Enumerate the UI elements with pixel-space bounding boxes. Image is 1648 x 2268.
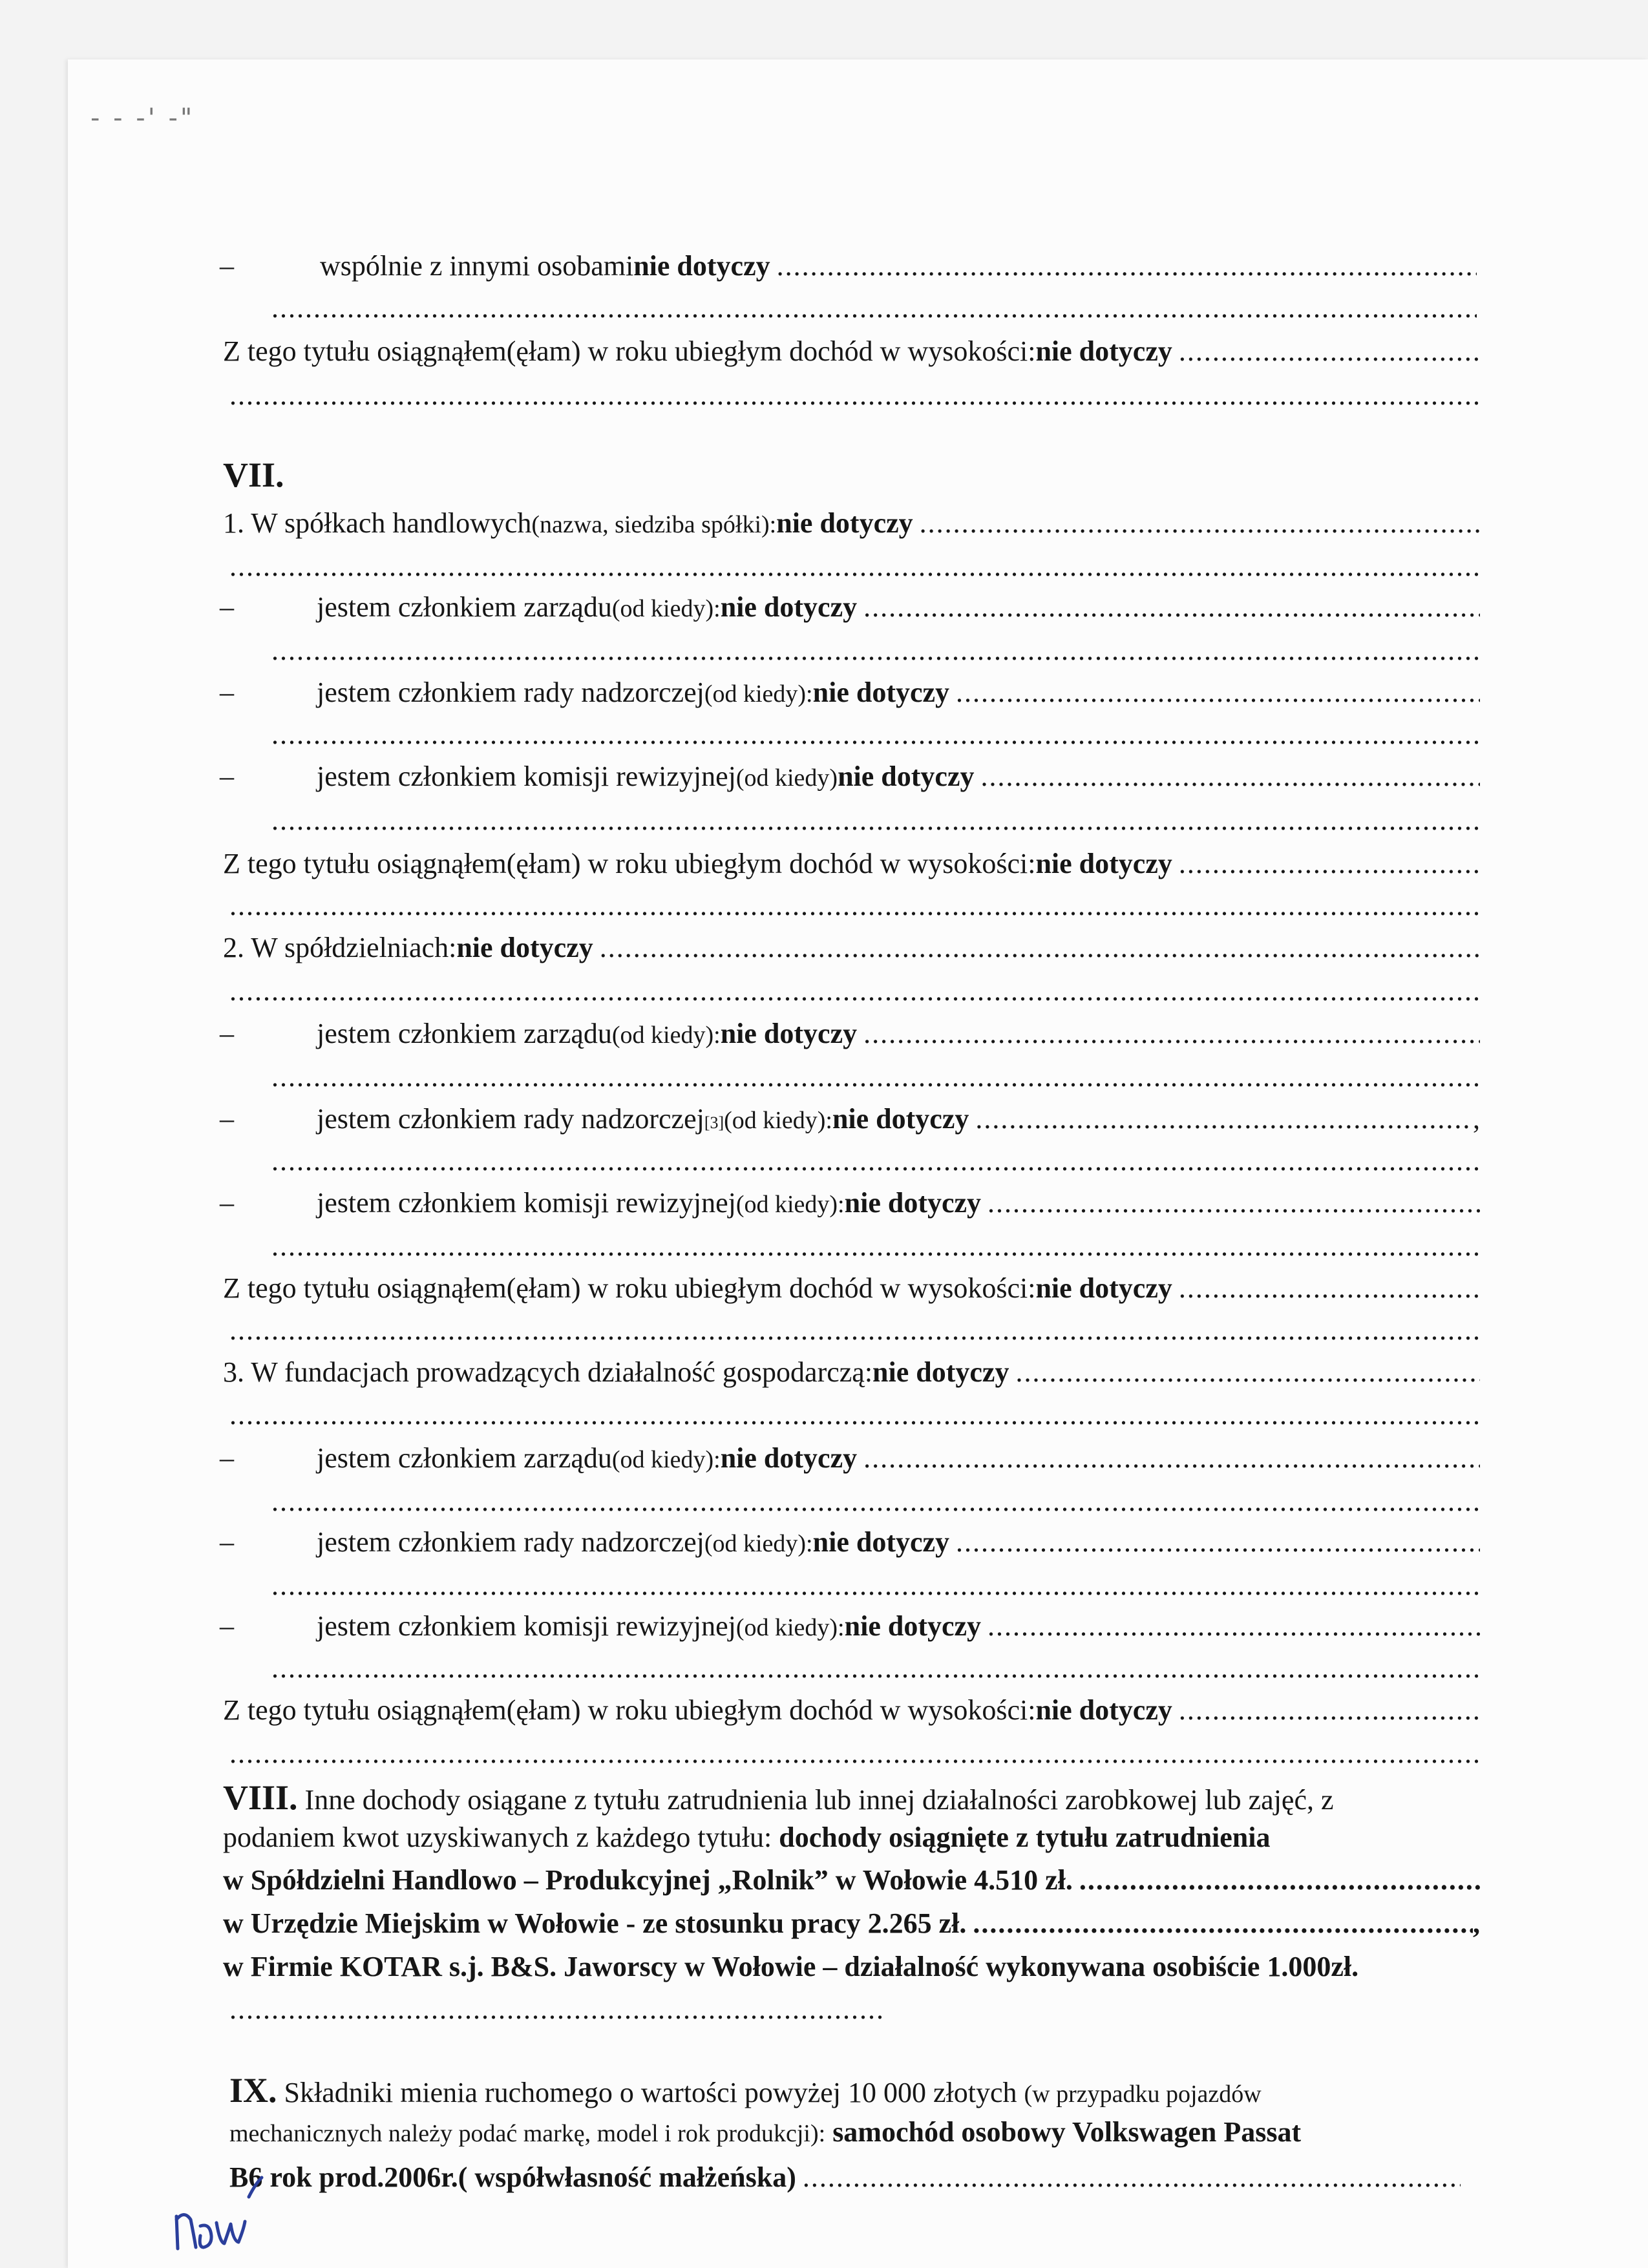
sec7-p3-zarzad-line (317, 1444, 1480, 1473)
sec7-p2-zarzad-line (317, 1020, 1480, 1048)
rada-label: jestem członkiem rady nadzorczej (317, 1103, 704, 1135)
dotted-fill (973, 1909, 1473, 1938)
rada-paren: (od kiedy): (724, 1107, 832, 1134)
section-vii-title: VII. (223, 456, 284, 494)
dotted-line (229, 1995, 882, 2024)
zarzad-label: jestem członkiem zarządu (317, 1018, 612, 1049)
sec7-p3-line (223, 1358, 1480, 1387)
rada-value: nie dotyczy (812, 1526, 950, 1558)
section-ix-title: IX. (229, 2071, 277, 2110)
zarzad-label: jestem członkiem zarządu (317, 591, 612, 623)
rada-value: nie dotyczy (832, 1103, 969, 1135)
dochod-value: nie dotyczy (1035, 1694, 1172, 1726)
dotted-line (271, 294, 1477, 322)
dotted-fill (956, 1528, 1480, 1557)
dash: – (220, 591, 234, 623)
dotted-line (229, 977, 1480, 1005)
sec9-paren-2: mechanicznych należy podać markę, model i rok produkcji): (229, 2120, 826, 2147)
komisja-value: nie dotyczy (844, 1187, 982, 1219)
dash: – (220, 1018, 234, 1049)
p3-value: nie dotyczy (872, 1356, 1009, 1388)
dash: – (220, 677, 234, 708)
zarzad-value: nie dotyczy (720, 1442, 858, 1474)
dash: – (220, 1187, 234, 1219)
sec9-value-2: samochód osobowy Volkswagen Passat (825, 2116, 1302, 2148)
zarzad-value: nie dotyczy (720, 591, 858, 623)
komisja-label: jestem członkiem komisji rewizyjnej (317, 1610, 736, 1642)
p3-label: 3. W fundacjach prowadzących działalność gospodarczą: (223, 1356, 873, 1388)
dotted-line (271, 720, 1480, 749)
sec7-p3-komisja-line (317, 1612, 1480, 1641)
dotted-fill (1179, 1696, 1480, 1725)
dotted-fill (920, 509, 1480, 538)
dotted-line (229, 1316, 1480, 1345)
dochod-value: nie dotyczy (1035, 335, 1172, 367)
sec7-p1-dochod-line (223, 850, 1480, 878)
sec9-line-1 (229, 2073, 1262, 2108)
p1-label: 1. W spółkach handlowych (223, 507, 532, 539)
dotted-line (229, 892, 1480, 920)
dotted-line (271, 1232, 1480, 1261)
dotted-line (271, 636, 1480, 665)
p2-value: nie dotyczy (456, 932, 593, 963)
sec8-line-5 (223, 1953, 1358, 1981)
sec8-urzad-income: w Urzędzie Miejskim w Wołowie - ze stosunku pracy 2.265 zł. (223, 1907, 967, 1939)
sec7-p3-dochod-line (223, 1696, 1480, 1725)
sec9-intro-1: Składniki mienia ruchomego o wartości powyżej 10 000 złotych (277, 2077, 1024, 2108)
dotted-line (229, 1739, 1480, 1768)
komisja-paren: (od kiedy): (735, 1191, 845, 1218)
dotted-fill (863, 1020, 1480, 1048)
wspolnie-value: nie dotyczy (633, 250, 770, 282)
sec7-p2-line (223, 934, 1480, 962)
comma: , (1473, 1907, 1480, 1939)
sec8-intro-2: podaniem kwot uzyskiwanych z każdego tytułu: (223, 1822, 779, 1853)
dotted-fill (1015, 1358, 1480, 1387)
comma: , (1473, 1103, 1480, 1135)
sec7-p2-dochod-line (223, 1274, 1480, 1303)
sec7-p1-rada-line (317, 678, 1480, 707)
dotted-fill (863, 593, 1480, 622)
dotted-line (271, 1063, 1480, 1091)
sec7-p2-rada-line: jestem członkiem rady nadzorczej [3] (od kiedy): nie dotyczy ..... , (317, 1105, 1480, 1133)
dochod-value: nie dotyczy (1035, 848, 1172, 879)
rada-paren: (od kiedy): (704, 680, 813, 708)
sec7-p1-komisja-line (317, 762, 1480, 791)
p2-label: 2. W spółdzielniach: (223, 932, 457, 963)
rada-paren: (od kiedy): (704, 1530, 813, 1557)
p1-value: nie dotyczy (776, 507, 913, 539)
wspolnie-line (320, 252, 1477, 280)
sec8-intro-1: Inne dochody osiągane z tytułu zatrudnienia lub innej działalności zarobkowej lub zajęć, z (297, 1784, 1334, 1816)
sec7-p3-rada-line (317, 1528, 1480, 1557)
dash: – (220, 1526, 234, 1558)
dotted-line (271, 1487, 1480, 1516)
dotted-line (229, 381, 1480, 410)
sec6-dochod-line (223, 337, 1480, 366)
dotted-fill (803, 2163, 1461, 2192)
dochod-label: Z tego tytułu osiągnąłem(ęłam) w roku ubiegłym dochód w wysokości: (223, 335, 1036, 367)
dotted-fill (975, 1105, 1473, 1133)
komisja-paren: (od kiedy): (735, 1614, 845, 1641)
sec7-p1-line (223, 509, 1480, 538)
sec9-line-2 (229, 2118, 1301, 2147)
wspolnie-label: wspólnie z innymi osobami (320, 250, 634, 282)
scan-artifact: - - -' -" (90, 103, 195, 133)
zarzad-value: nie dotyczy (720, 1018, 858, 1049)
dochod-label: Z tego tytułu osiągnąłem(ęłam) w roku ubiegłym dochód w wysokości: (223, 1272, 1036, 1304)
dotted-fill (1179, 1274, 1480, 1303)
dash: – (220, 761, 234, 792)
dochod-label: Z tego tytułu osiągnąłem(ęłam) w roku ubiegłym dochód w wysokości: (223, 848, 1036, 879)
dotted-fill (777, 252, 1477, 280)
komisja-value: nie dotyczy (838, 761, 975, 792)
section-viii-title: VIII. (223, 1778, 298, 1817)
komisja-label: jestem członkiem komisji rewizyjnej (317, 761, 736, 792)
sec8-line-2 (223, 1823, 1271, 1852)
sec9-vehicle: B6 rok prod.2006r.( współwłasność małżeńska) (229, 2161, 796, 2193)
dotted-fill (988, 1612, 1480, 1641)
sec8-rolnik-income: w Spółdzielni Handlowo – Produkcyjnej „Rolnik” w Wołowie 4.510 zł. (223, 1864, 1073, 1896)
komisja-label: jestem członkiem komisji rewizyjnej (317, 1187, 736, 1219)
dotted-line (229, 1401, 1480, 1429)
dochod-label: Z tego tytułu osiągnąłem(ęłam) w roku ubiegłym dochód w wysokości: (223, 1694, 1036, 1726)
rada-label: jestem członkiem rady nadzorczej (317, 1526, 704, 1558)
dotted-line (271, 806, 1480, 835)
sec8-line-3 (223, 1866, 1480, 1895)
sec8-line-4 (223, 1909, 1480, 1938)
dotted-fill (980, 762, 1480, 791)
dochod-value: nie dotyczy (1035, 1272, 1172, 1304)
dotted-fill (600, 934, 1480, 962)
dash: – (220, 1442, 234, 1474)
zarzad-paren: (od kiedy): (611, 1446, 721, 1473)
komisja-paren: (od kiedy) (735, 764, 838, 792)
sec7-p2-komisja-line (317, 1189, 1480, 1217)
sec8-line-1 (223, 1780, 1334, 1815)
dash: – (220, 1610, 234, 1642)
dash: – (220, 1103, 234, 1135)
dotted-fill (956, 678, 1480, 707)
sec9-line-3 (229, 2163, 1461, 2192)
dotted-fill (1179, 337, 1480, 366)
sec8-kotar-income: w Firmie KOTAR s.j. B&S. Jaworscy w Wołowie – działalność wykonywana osobiście 1.000zł. (223, 1951, 1359, 1982)
sec7-p1-zarzad-line (317, 593, 1480, 622)
zarzad-paren: (od kiedy): (611, 1022, 721, 1049)
dotted-fill (988, 1189, 1480, 1217)
zarzad-label: jestem członkiem zarządu (317, 1442, 612, 1474)
dash: – (220, 250, 234, 282)
zarzad-paren: (od kiedy): (611, 595, 721, 622)
dotted-fill (1179, 850, 1480, 878)
rada-value: nie dotyczy (812, 677, 950, 708)
dotted-line (229, 552, 1480, 581)
sec9-paren-1: (w przypadku pojazdów (1024, 2081, 1262, 2108)
p1-paren: (nazwa, siedziba spółki): (531, 511, 777, 538)
dotted-line (271, 1654, 1480, 1683)
dotted-fill (1079, 1866, 1480, 1895)
dotted-line (271, 1147, 1480, 1175)
rada-label: jestem członkiem rady nadzorczej (317, 677, 704, 708)
dotted-fill (863, 1444, 1480, 1473)
dotted-line (271, 1571, 1480, 1600)
handwritten-initials (165, 2171, 294, 2268)
sec8-value-2: dochody osiągnięte z tytułu zatrudnienia (779, 1822, 1271, 1853)
komisja-value: nie dotyczy (844, 1610, 982, 1642)
